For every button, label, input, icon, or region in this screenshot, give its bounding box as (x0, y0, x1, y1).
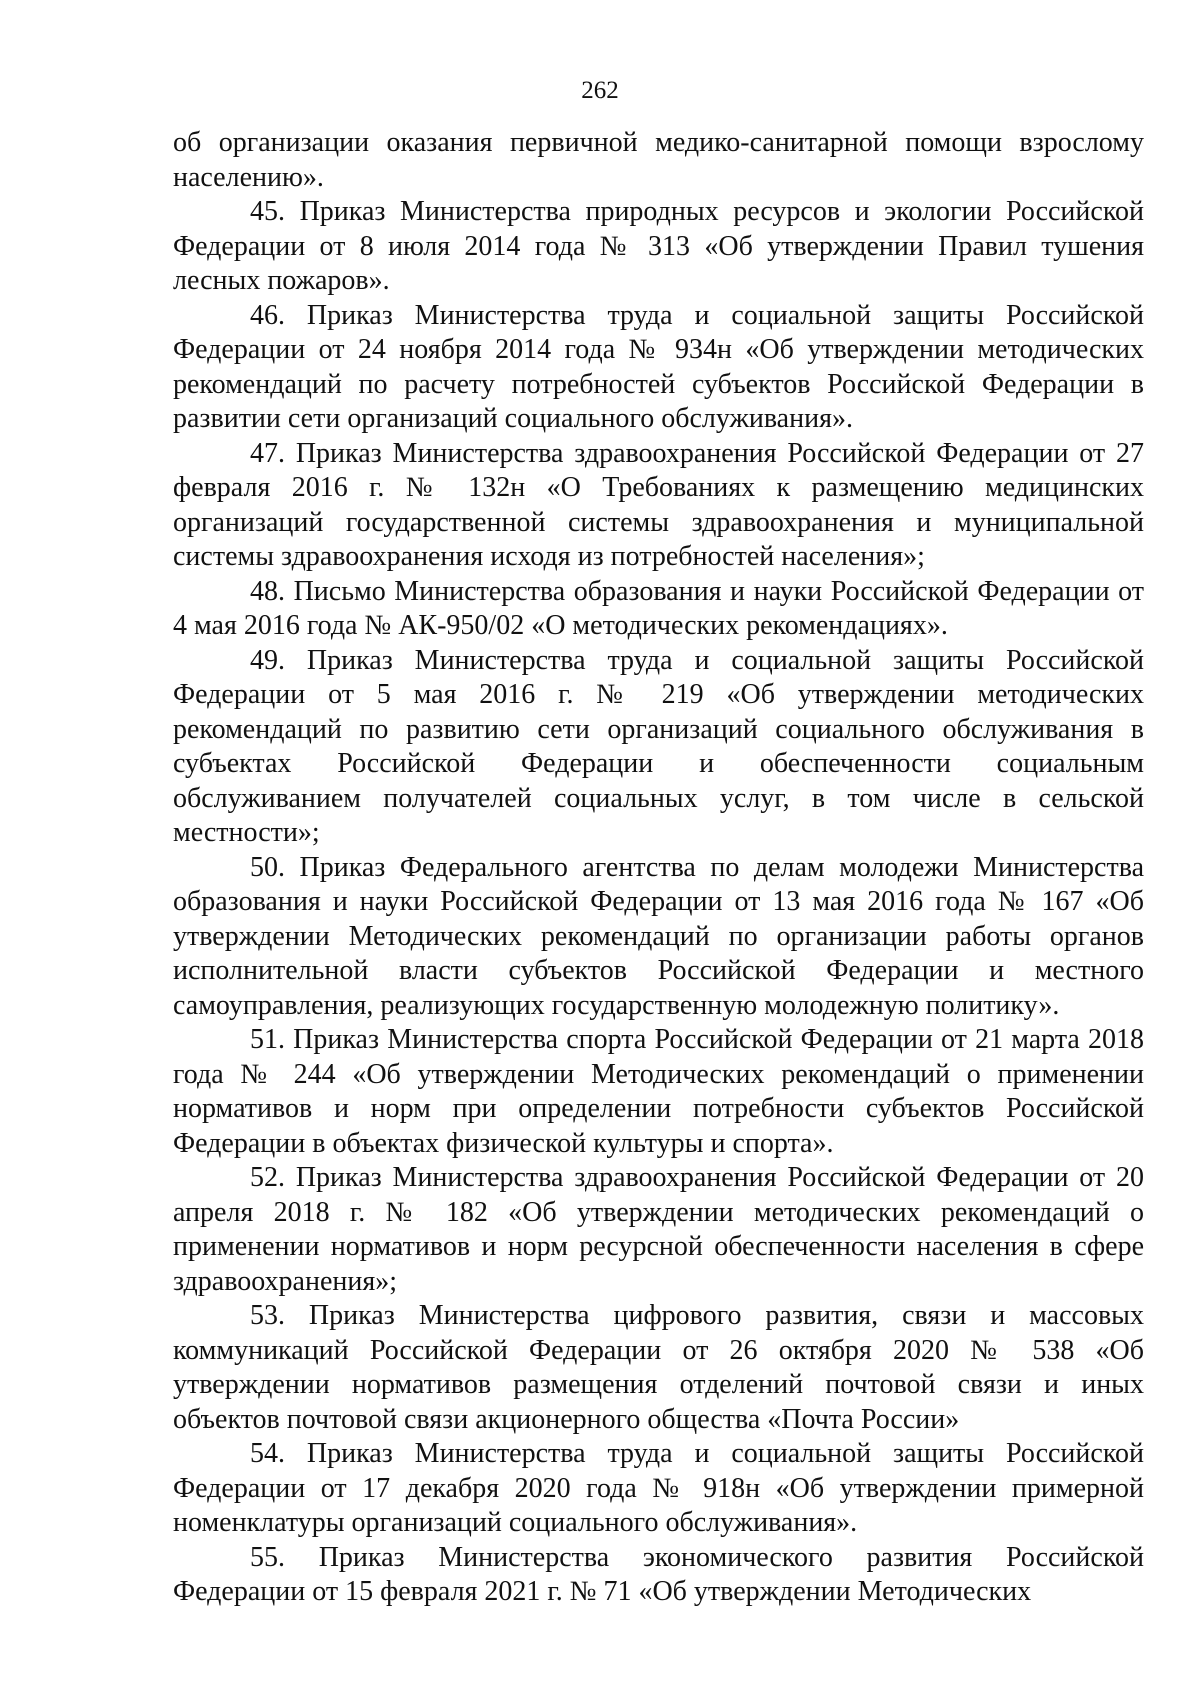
document-body (173, 126, 1144, 1610)
paragraph-item-53: 53. Приказ Министерства цифрового развития, связи и массовых коммуникаций Российской Федерации от 26 октября 2020 № 538 «Об утверждении нормативов размещения отделений почтовой связи и иных объектов почтовой связи акционерного общества «Почта России» (173, 1300, 1144, 1435)
paragraph-item-52: 52. Приказ Министерства здравоохранения Российской Федерации от 20 апреля 2018 г. № 182 «Об утверждении методических рекомендаций о применении нормативов и норм ресурсной обеспеченности населения в сфере здравоохранения»; (173, 1162, 1144, 1297)
paragraph-item-49: 49. Приказ Министерства труда и социальной защиты Российской Федерации от 5 мая 2016 г. № 219 «Об утверждении методических рекомендаций по развитию сети организаций социального обслуживания в субъектах Российской Федерации и обеспеченности социальным обслуживанием получателей социальных услуг, в том числе в сельской местности»; (173, 644, 1144, 848)
page-number: 262 (581, 77, 619, 104)
paragraph-item-46: 46. Приказ Министерства труда и социальной защиты Российской Федерации от 24 ноября 2014 года № 934н «Об утверждении методических рекомендаций по расчету потребностей субъектов Российской Федерации в развитии сети организаций социального обслуживания». (173, 299, 1144, 434)
paragraph-item-45: 45. Приказ Министерства природных ресурсов и экологии Российской Федерации от 8 июля 2014 года № 313 «Об утверждении Правил тушения лесных пожаров». (173, 196, 1144, 296)
paragraph-item-51: 51. Приказ Министерства спорта Российской Федерации от 21 марта 2018 года № 244 «Об утверждении Методических рекомендаций о применении нормативов и норм при определении потребности субъектов Российской Федерации в объектах физической культуры и спорта». (173, 1024, 1144, 1159)
paragraph-item-47: 47. Приказ Министерства здравоохранения Российской Федерации от 27 февраля 2016 г. № 132н «О Требованиях к размещению медицинских организаций государственной системы здравоохранения и муниципальной системы здравоохранения исходя из потребностей населения»; (173, 437, 1144, 572)
paragraph-item-54: 54. Приказ Министерства труда и социальной защиты Российской Федерации от 17 декабря 2020 года № 918н «Об утверждении примерной номенклатуры организаций социального обслуживания». (173, 1438, 1144, 1538)
paragraph-item-48: 48. Письмо Министерства образования и науки Российской Федерации от 4 мая 2016 года № АК-950/02 «О методических рекомендациях». (173, 575, 1144, 641)
paragraph-item-55: 55. Приказ Министерства экономического развития Российской Федерации от 15 февраля 2021 г. № 71 «Об утверждении Методических (173, 1541, 1144, 1607)
paragraph-item-50: 50. Приказ Федерального агентства по делам молодежи Министерства образования и науки Российской Федерации от 13 мая 2016 года № 167 «Об утверждении Методических рекомендаций по организации работы органов исполнительной власти субъектов Российской Федерации и местного самоуправления, реализующих государственную молодежную политику». (173, 851, 1144, 1021)
paragraph-continuation: об организации оказания первичной медико-санитарной помощи взрослому населению». (173, 127, 1144, 193)
